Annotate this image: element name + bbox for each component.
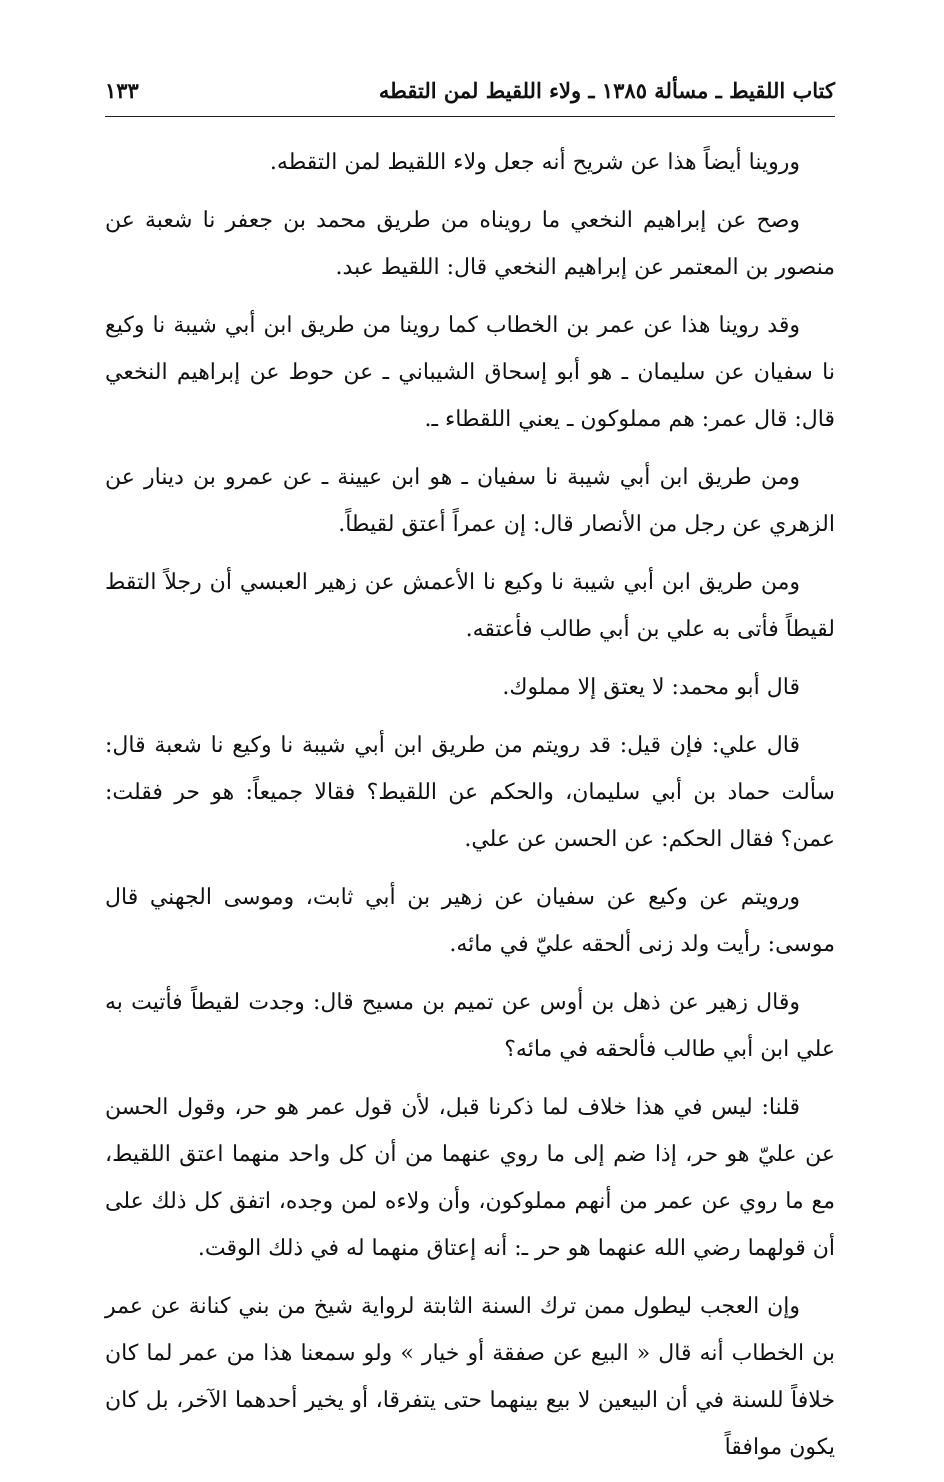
body-text [105, 139, 835, 1471]
paragraph: وقال زهير عن ذهل بن أوس عن تميم بن مسيح قال: وجدت لقيطاً فأتيت به علي ابن أبي طالب فألحقه في مائه؟ [105, 990, 835, 1062]
paragraph: قلنا: ليس في هذا خلاف لما ذكرنا قبل، لأن قول عمر هو حر، وقول الحسن عن عليّ هو حر، إذا ضم إلى ما روي عنهما من أن كل واحد منهما اعتق اللقيط، مع ما روي عن عمر من أنهم مملوكون، وأن ولاءه لمن وجده، اتفق كل ذلك على أن قولهما رضي الله عنهما هو حر ـ: أنه إعتاق منهما له في ذلك الوقت. [105, 1095, 835, 1261]
paragraph: وروينا أيضاً هذا عن شريح أنه جعل ولاء اللقيط لمن التقطه. [269, 150, 800, 175]
paragraph: ورويتم عن وكيع عن سفيان عن زهير بن أبي ثابت، وموسى الجهني قال موسى: رأيت ولد زنى ألحقه عليّ في مائه. [105, 885, 835, 957]
paragraph: ومن طريق ابن أبي شيبة نا سفيان ـ هو ابن عيينة ـ عن عمرو بن دينار عن الزهري عن رجل من الأنصار قال: إن عمراً أعتق لقيطاً. [105, 465, 835, 537]
page [105, 78, 835, 1482]
paragraph: وقد روينا هذا عن عمر بن الخطاب كما روينا من طريق ابن أبي شيبة نا وكيع نا سفيان عن سليمان ـ هو أبو إسحاق الشيباني ـ عن حوط عن إبراهيم النخعي قال: قال عمر: هم مملوكون ـ يعني اللقطاء ـ. [105, 313, 835, 432]
paragraph: ومن طريق ابن أبي شيبة نا وكيع نا الأعمش عن زهير العبسي أن رجلاً التقط لقيطاً فأتى به علي بن أبي طالب فأعتقه. [105, 570, 835, 642]
page-number: ١٣٣ [105, 78, 139, 103]
header-title: كتاب اللقيط ـ مسألة ١٣٨٥ ـ ولاء اللقيط لمن التقطه [378, 78, 835, 103]
paragraph: قال علي: فإن قيل: قد رويتم من طريق ابن أبي شيبة نا وكيع نا شعبة قال: سألت حماد بن أبي سليمان، والحكم عن اللقيط؟ فقالا جميعاً: هو حر فقلت: عمن؟ فقال الحكم: عن الحسن عن علي. [105, 733, 835, 852]
paragraph: قال أبو محمد: لا يعتق إلا مملوك. [502, 675, 800, 700]
running-header [105, 78, 835, 117]
paragraph: وإن العجب ليطول ممن ترك السنة الثابتة لرواية شيخ من بني كنانة عن عمر بن الخطاب أنه قال « البيع عن صفقة أو خيار » ولو سمعنا هذا من عمر لما كان خلافاً للسنة في أن البيعين لا بيع بينهما حتى يتفرقا، أو يخير أحدهما الآخر، بل كان يكون موافقاً [105, 1294, 835, 1460]
paragraph: وصح عن إبراهيم النخعي ما رويناه من طريق محمد بن جعفر نا شعبة عن منصور بن المعتمر عن إبراهيم النخعي قال: اللقيط عبد. [105, 208, 835, 280]
